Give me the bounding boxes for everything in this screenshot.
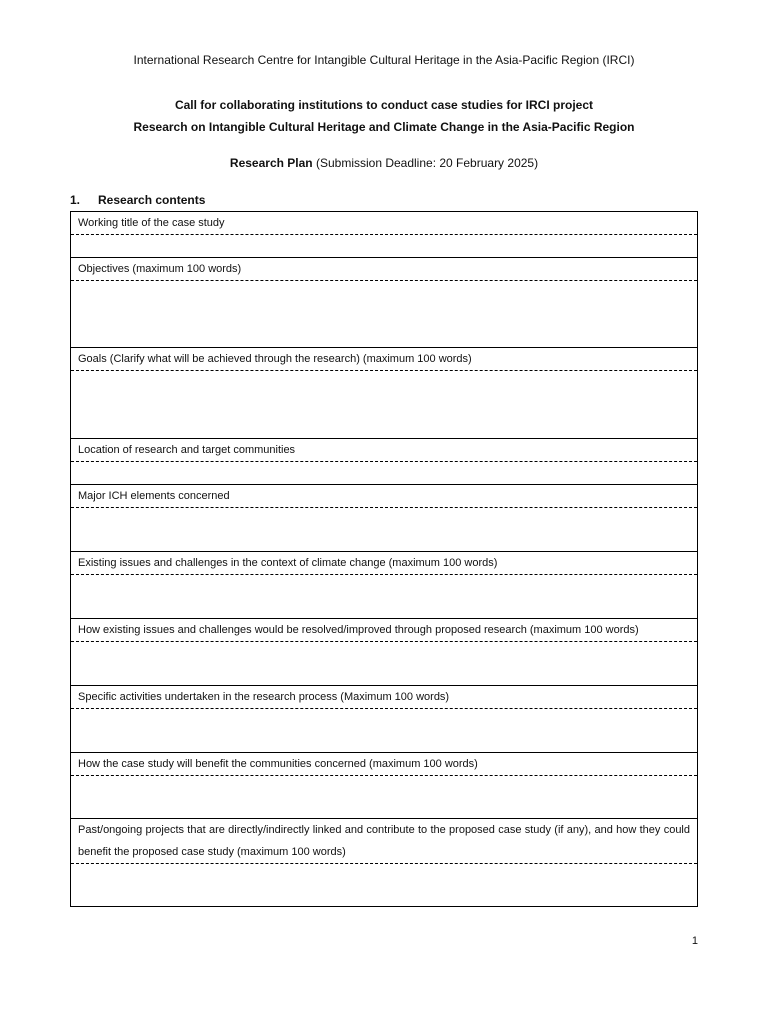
field-label: How the case study will benefit the communities concerned (maximum 100 words) (71, 753, 697, 776)
field-community-benefit (71, 752, 697, 818)
field-ich-elements (71, 484, 697, 551)
field-location (71, 438, 697, 484)
organization-header: International Research Centre for Intangible Cultural Heritage in the Asia-Pacific Region (IRCI) (133, 53, 635, 67)
field-label: Working title of the case study (71, 212, 697, 235)
field-goals (71, 347, 697, 438)
field-answer-area[interactable] (71, 235, 697, 257)
field-answer-area[interactable] (71, 371, 697, 438)
document-title-line-2: Research on Intangible Cultural Heritage and Climate Change in the Asia-Pacific Region (133, 120, 635, 134)
field-label: Past/ongoing projects that are directly/indirectly linked and contribute to the proposed case study (if any), and how they could benefit the proposed case study (maximum 100 words) (71, 819, 697, 864)
submission-deadline: (Submission Deadline: 20 February 2025) (315, 156, 539, 170)
field-answer-area[interactable] (71, 575, 697, 618)
field-answer-area[interactable] (71, 508, 697, 551)
field-label: Specific activities undertaken in the research process (Maximum 100 words) (71, 686, 697, 709)
field-label: How existing issues and challenges would be resolved/improved through proposed research (maximum 100 words) (71, 619, 697, 642)
field-answer-area[interactable] (71, 281, 697, 347)
research-contents-table (70, 211, 698, 907)
section-heading (70, 192, 205, 208)
field-objectives (71, 257, 697, 347)
field-answer-area[interactable] (71, 642, 697, 685)
field-answer-area[interactable] (71, 462, 697, 484)
field-label: Objectives (maximum 100 words) (71, 258, 697, 281)
field-label: Existing issues and challenges in the context of climate change (maximum 100 words) (71, 552, 697, 575)
field-answer-area[interactable] (71, 709, 697, 752)
research-plan-label: Research Plan (229, 156, 313, 170)
section-title: Research contents (98, 193, 206, 207)
field-past-projects (71, 818, 697, 906)
field-label: Location of research and target communities (71, 439, 697, 462)
field-answer-area[interactable] (71, 864, 697, 906)
research-plan-line (0, 155, 768, 171)
page-number: 1 (691, 935, 698, 947)
section-number: 1. (70, 193, 81, 207)
field-resolution (71, 618, 697, 685)
field-answer-area[interactable] (71, 776, 697, 818)
document-title-line-1: Call for collaborating institutions to conduct case studies for IRCI project (174, 98, 594, 112)
field-label: Major ICH elements concerned (71, 485, 697, 508)
field-working-title (71, 212, 697, 257)
field-label: Goals (Clarify what will be achieved through the research) (maximum 100 words) (71, 348, 697, 371)
field-activities (71, 685, 697, 752)
field-existing-issues (71, 551, 697, 618)
